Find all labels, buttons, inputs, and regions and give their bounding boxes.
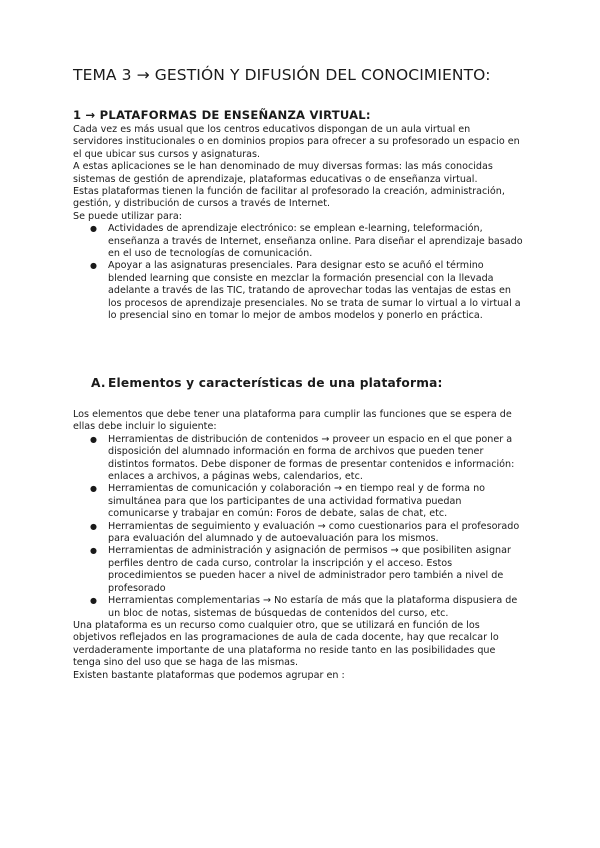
list-item: ● Herramientas de administración y asignación de permisos → que posibiliten asignar perfiles dentro de cada curso, controlar la inscripción y el acceso. Estos procedimientos se pueden hacer a nivel de administrador pero también a nivel de profesorado bbox=[73, 545, 523, 595]
paragraph: A estas aplicaciones se le han denominado de muy diversas formas: las más conocidas sistemas de gestión de aprendizaje, plataformas educativas o de enseñanza virtual. bbox=[73, 161, 493, 185]
section-1-heading: 1 → PLATAFORMAS DE ENSEÑANZA VIRTUAL: bbox=[73, 108, 371, 122]
section-a-letter: A. bbox=[91, 376, 106, 390]
bullet-list bbox=[73, 223, 523, 322]
section-a-title: Elementos y características de una plataforma: bbox=[108, 376, 443, 390]
list-item: ● Apoyar a las asignaturas presenciales. Para designar esto se acuñó el término blended learning que consiste en mezclar la formación presencial con la llevada adelante a través de las TIC, tratando de aprovechar todas las ventajas de estas en los procesos de aprendizaje presenciales. No se trata de sumar lo virtual a lo virtual a lo presencial sino en tomar lo mejor de ambos modelos y ponerlo en práctica. bbox=[73, 260, 523, 322]
section-1 bbox=[73, 108, 523, 323]
section-a-heading bbox=[91, 376, 443, 390]
bullet-list bbox=[73, 434, 523, 620]
list-item: ● Herramientas de distribución de contenidos → proveer un espacio en el que poner a disposición del alumnado información en forma de archivos que pueden tener distintos formatos. Debe disponer de formas de presentar contenidos e información: enlaces a archivos, a páginas webs, calendarios, etc. bbox=[73, 434, 523, 484]
paragraph: Una plataforma es un recurso como cualquier otro, que se utilizará en función de los objetivos reflejados en las programaciones de aula de cada docente, hay que recalcar lo verdaderamente importante de una plataforma no reside tanto en las posibilidades que tenga sino del uso que se haga de las mismas. bbox=[73, 619, 499, 669]
paragraph: Cada vez es más usual que los centros educativos dispongan de un aula virtual en servidores institucionales o en dominios propios para ofrecer a su profesorado un espacio en el que ubicar sus cursos y asignaturas. bbox=[73, 124, 520, 160]
paragraph: Estas plataformas tienen la función de facilitar al profesorado la creación, administración, gestión, y distribución de cursos a través de Internet. bbox=[73, 186, 505, 210]
list-item: ● Herramientas complementarias → No estaría de más que la plataforma dispusiera de un bloc de notas, sistemas de búsquedas de contenidos del curso, etc. bbox=[73, 595, 523, 620]
list-item: ● Herramientas de seguimiento y evaluación → como cuestionarios para el profesorado para evaluación del alumnado y de autoevaluación para los mismos. bbox=[73, 521, 523, 546]
section-a bbox=[73, 409, 523, 682]
document-title: TEMA 3 → GESTIÓN Y DIFUSIÓN DEL CONOCIMIENTO: bbox=[73, 66, 491, 84]
paragraph: Se puede utilizar para: bbox=[73, 210, 182, 222]
list-item: ● Actividades de aprendizaje electrónico: se emplean e-learning, teleformación, enseñanza a través de Internet, enseñanza online. Para diseñar el aprendizaje basado en el uso de tecnologías de comunicación. bbox=[73, 223, 523, 260]
list-item: ● Herramientas de comunicación y colaboración → en tiempo real y de forma no simultánea para que los participantes de una actividad formativa puedan comunicarse y trabajar en común: Foros de debate, salas de chat, etc. bbox=[73, 483, 523, 520]
paragraph: Los elementos que debe tener una plataforma para cumplir las funciones que se espera de ellas debe incluir lo siguiente: bbox=[73, 409, 512, 433]
paragraph: Existen bastante plataformas que podemos agrupar en : bbox=[73, 669, 345, 681]
